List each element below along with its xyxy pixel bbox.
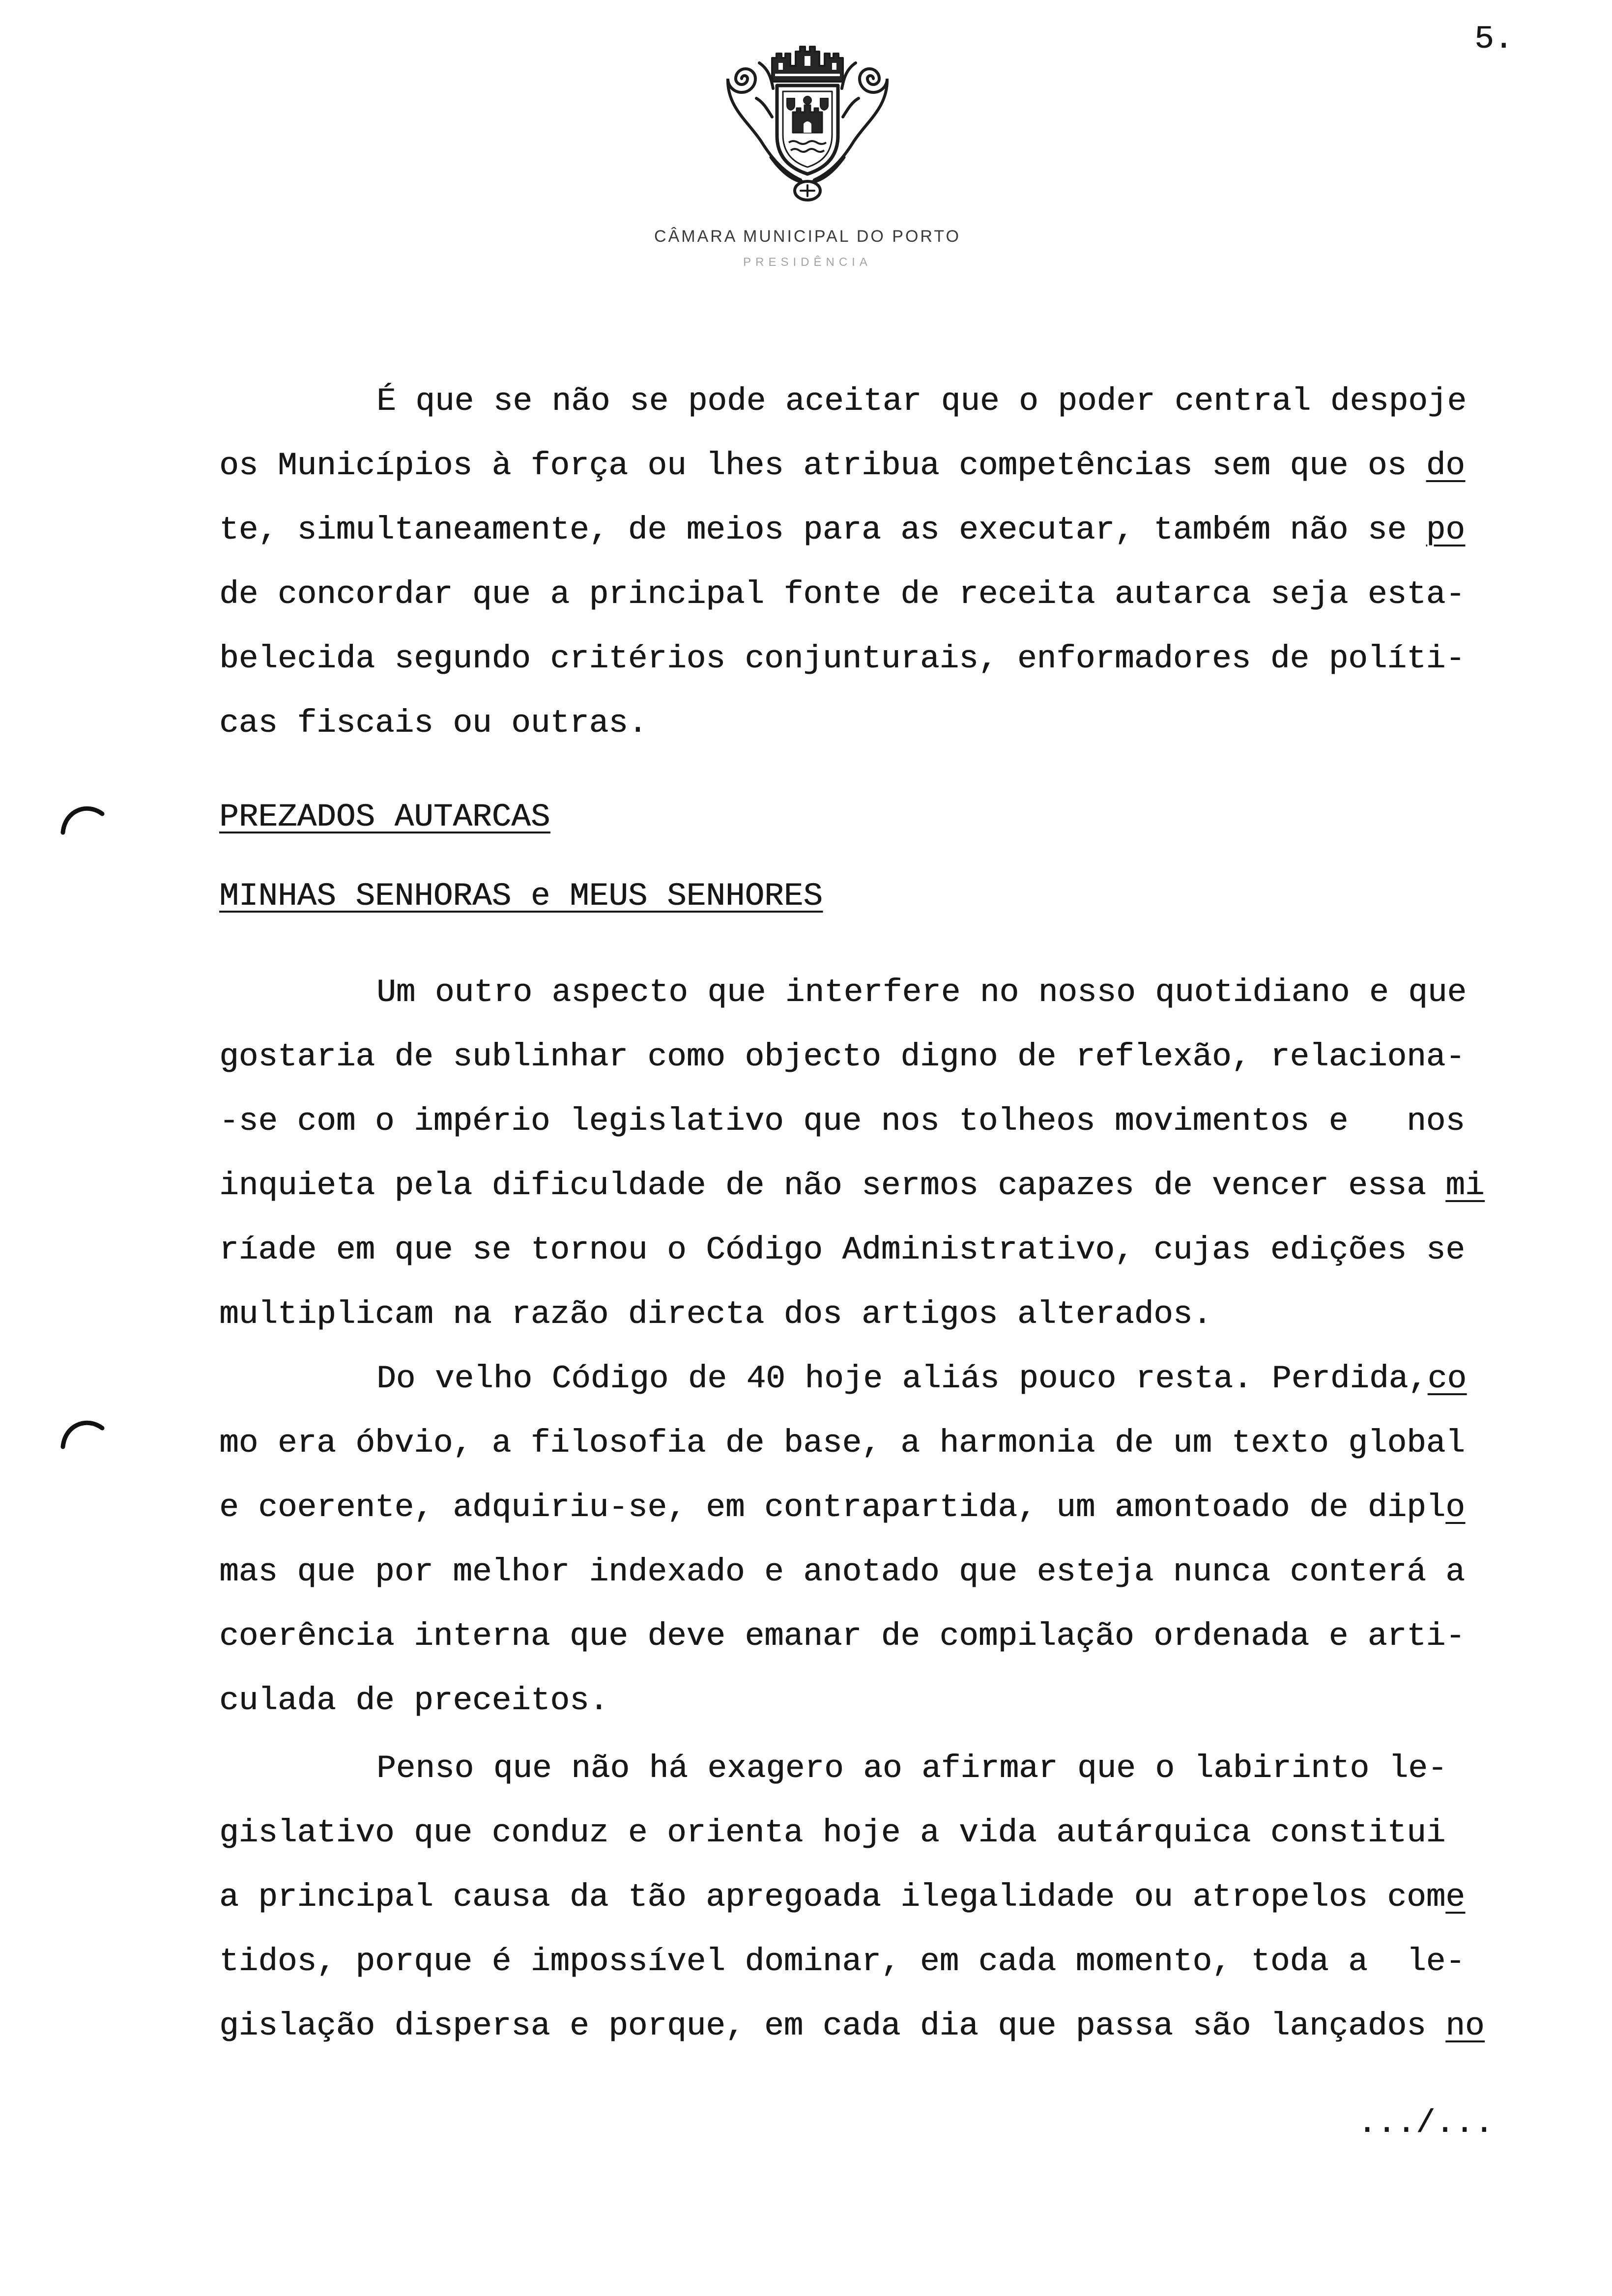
text-line: de concordar que a principal fonte de receita autarca seja esta- <box>219 576 1465 613</box>
text-line: gostaria de sublinhar como objecto digno de reflexão, relaciona- <box>219 1038 1465 1075</box>
text-line <box>219 1153 1576 1218</box>
paragraph <box>219 960 1576 1347</box>
paragraph <box>219 1736 1576 2058</box>
salutation-heading <box>219 785 1576 849</box>
paragraph <box>219 369 1576 755</box>
text-line: tidos, porque é impossível dominar, em cada momento, toda a le- <box>219 1943 1465 1980</box>
text-line: gislativo que conduz e orienta hoje a vida autárquica constitui <box>219 1814 1446 1851</box>
coat-of-arms-logo <box>714 43 901 220</box>
letterhead-name: CÂMARA MUNICIPAL DO PORTO <box>654 227 961 246</box>
line-text: e coerente, adquiriu-se, em contrapartida, um amontoado de dipl <box>219 1489 1446 1526</box>
shield <box>777 86 838 174</box>
text-line: multiplicam na razão directa dos artigos alterados. <box>219 1296 1212 1333</box>
underlined-syllable: no <box>1445 2008 1485 2044</box>
paragraph <box>219 1347 1576 1733</box>
punch-hole-mark <box>58 797 107 836</box>
line-text: gislação dispersa e porque, em cada dia que passa são lançados <box>219 2008 1446 2044</box>
text-line: Um outro aspecto que interfere no nosso quotidiano e que <box>376 974 1467 1011</box>
heading-text: MINHAS SENHORAS e MEUS SENHORES <box>219 878 823 915</box>
text-line: mo era óbvio, a filosofia de base, a harmonia de um texto global <box>219 1425 1465 1462</box>
mural-crown <box>772 47 843 82</box>
line-text: te, simultaneamente, de meios para as executar, também não se <box>219 512 1426 548</box>
line-text: Do velho Código de 40 hoje aliás pouco resta. Perdida, <box>376 1360 1428 1397</box>
letterhead-department: PRESIDÊNCIA <box>743 256 872 269</box>
page-number: 5. <box>1474 21 1514 57</box>
text-line: culada de preceitos. <box>219 1682 609 1719</box>
salutation-heading <box>219 864 1576 928</box>
text-line <box>219 1347 1576 1411</box>
underlined-syllable: mi <box>1445 1167 1485 1204</box>
text-line: ríade em que se tornou o Código Administrativo, cujas edições se <box>219 1232 1465 1268</box>
letter-body <box>219 369 1576 2058</box>
underlined-syllable: do <box>1426 447 1465 484</box>
line-text: os Municípios à força ou lhes atribua competências sem que os <box>219 447 1426 484</box>
text-line: belecida segundo critérios conjunturais, enformadores de políti- <box>219 640 1465 677</box>
text-line: Penso que não há exagero ao afirmar que o labirinto le- <box>376 1750 1447 1787</box>
text-line <box>219 1994 1576 2058</box>
line-text: inquieta pela dificuldade de não sermos capazes de vencer essa <box>219 1167 1446 1204</box>
underlined-syllable: co <box>1427 1360 1467 1397</box>
underlined-syllable: e <box>1445 1879 1465 1916</box>
line-text: a principal causa da tão apregoada ilegalidade ou atropelos com <box>219 1879 1446 1916</box>
text-line: É que se não se pode aceitar que o poder central despoje <box>376 383 1467 420</box>
punch-hole-mark <box>58 1411 107 1451</box>
heading-text: PREZADOS AUTARCAS <box>219 799 550 835</box>
text-line: cas fiscais ou outras. <box>219 705 648 742</box>
text-line: -se com o império legislativo que nos tolheos movimentos e nos <box>219 1103 1465 1140</box>
text-line: coerência interna que deve emanar de compilação ordenada e arti- <box>219 1618 1465 1655</box>
text-line: mas que por melhor indexado e anotado que esteja nunca conterá a <box>219 1553 1465 1590</box>
text-line <box>219 433 1576 498</box>
text-line <box>219 498 1576 562</box>
text-line <box>219 1865 1576 1929</box>
continuation-mark: .../... <box>1357 2105 1494 2142</box>
underlined-syllable: po <box>1426 512 1465 548</box>
text-line <box>219 1475 1576 1540</box>
underlined-syllable: o <box>1445 1489 1465 1526</box>
